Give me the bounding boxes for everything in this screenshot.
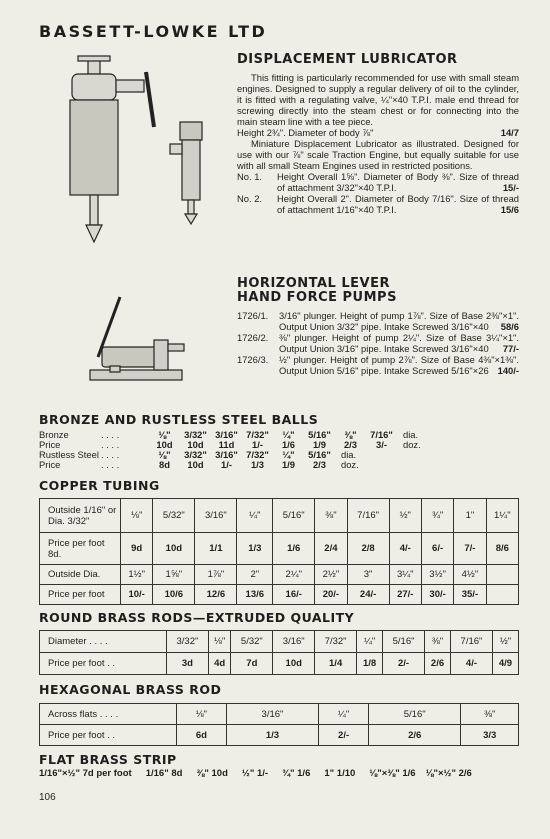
pumps-title-line2: HAND FORCE PUMPS — [237, 290, 397, 305]
copper-cell — [486, 585, 518, 605]
copper-cell: 9d — [121, 533, 153, 565]
round-cell: ⅛" — [208, 631, 231, 653]
hex-title: HEXAGONAL BRASS ROD — [39, 682, 222, 697]
flat-size: ⅛"×½" — [425, 768, 456, 779]
hex-row-label: Across flats . . . . — [40, 704, 177, 725]
copper-cell: 1/1 — [195, 533, 237, 565]
pump-item — [237, 310, 519, 332]
pump-illustration — [80, 292, 190, 392]
hex-cell: 2/6 — [368, 725, 461, 746]
round-cell: ½" — [492, 631, 518, 653]
round-cell: 1/4 — [315, 653, 357, 675]
lubricator-text — [237, 72, 519, 215]
pump-item — [237, 332, 519, 354]
balls-cell: 3/32" — [184, 449, 207, 460]
balls-cell: 1/- — [252, 439, 263, 450]
balls-unit: dia. — [341, 449, 357, 460]
flat-size: 1/16"×½" — [39, 768, 80, 779]
hex-cell: 6d — [177, 725, 227, 746]
hex-row-label: Price per foot . . — [40, 725, 177, 746]
copper-cell: 20/- — [315, 585, 347, 605]
item-desc: Height Overall 2". Diameter of Body 7/16". Size of thread of attachment 1/16"×40 T.P.I. — [277, 193, 519, 215]
balls-cell: 3/16" — [215, 449, 238, 460]
round-cell: 3d — [167, 653, 209, 675]
hex-row — [40, 725, 519, 746]
balls-cell: 5/16" — [308, 429, 331, 440]
copper-cell: 2¼" — [273, 565, 315, 585]
copper-cell: 3" — [347, 565, 389, 585]
flat-size: ½" — [241, 768, 255, 779]
round-cell: 2/6 — [425, 653, 451, 675]
flat-size: 1/16" — [145, 768, 169, 779]
round-cell: 7/32" — [315, 631, 357, 653]
hex-cell: 3/16" — [226, 704, 319, 725]
flat-title: FLAT BRASS STRIP — [39, 752, 177, 767]
flat-item — [146, 768, 183, 779]
round-cell: 4/- — [451, 653, 493, 675]
balls-cell: 1/9 — [281, 459, 296, 470]
round-cell: 3/16" — [273, 631, 315, 653]
round-row-label: Diameter . . . . — [40, 631, 167, 653]
item-desc: Height Overall 1⅝". Diameter of Body ⅜". Size of thread of attachment 3/32"×40 T.P.I. — [277, 171, 519, 193]
pumps-list — [237, 310, 519, 376]
item-number: No. 1. — [237, 171, 263, 182]
copper-row-label: Outside 1/16" or Dia. 3/32" — [40, 499, 121, 533]
copper-cell: 7/- — [454, 533, 486, 565]
balls-cell: ⅛" — [158, 429, 171, 440]
hex-cell: 1/3 — [226, 725, 319, 746]
pump-number: 1726/3. — [237, 354, 269, 365]
copper-cell: 7/16" — [347, 499, 389, 533]
copper-cell: 12/6 — [195, 585, 237, 605]
copper-cell — [486, 565, 518, 585]
round-cell: 10d — [273, 653, 315, 675]
hex-row — [40, 704, 519, 725]
copper-cell: 1⅞" — [195, 565, 237, 585]
balls-cell: 3/- — [376, 439, 387, 450]
lubricator-height-price: 14/7 — [500, 127, 519, 138]
pump-number: 1726/2. — [237, 332, 269, 343]
item-number: No. 2. — [237, 193, 263, 204]
lubricator-item — [237, 193, 519, 215]
copper-row-label: Price per foot 8d. — [40, 533, 121, 565]
balls-cell: 8d — [159, 459, 170, 470]
pump-desc: ⅜" plunger. Height of pump 2¼". Size of Base 3¼"×1". Output Union 3/16" pipe. Intake Screwed 3/16"×40 — [279, 332, 519, 354]
pumps-title-line1: HORIZONTAL LEVER — [237, 276, 390, 291]
copper-cell: 4/- — [389, 533, 421, 565]
flat-size: ⅛"×⅜" — [369, 768, 400, 779]
copper-cell: 1/3 — [237, 533, 273, 565]
balls-cell: 5/16" — [308, 449, 331, 460]
flat-size: ¾" — [282, 768, 295, 779]
balls-cell: 1/6 — [281, 439, 296, 450]
copper-row — [40, 499, 519, 533]
balls-row-label: Rustless Steel — [39, 449, 99, 460]
copper-cell: 1⅝" — [153, 565, 195, 585]
balls-cell: 1/- — [221, 459, 232, 470]
page-number: 106 — [39, 792, 56, 803]
copper-cell: 35/- — [454, 585, 486, 605]
flat-price: 8d — [171, 768, 183, 779]
flat-size: ⅜" — [196, 768, 209, 779]
lubricator-intro: This fitting is particularly recommended for use with small steam engines. Designed to supply a regular delivery of oil to the cylinder, it is fitted with a regulating valve, ¼"×40 T.P.I. male end thread for screwing directly into the steam chest or for connecting into the main steam line with a tee piece. — [237, 72, 519, 127]
copper-row — [40, 533, 519, 565]
copper-cell: 10d — [153, 533, 195, 565]
balls-cell: 1/3 — [250, 459, 265, 470]
copper-row-label: Outside Dia. — [40, 565, 121, 585]
round-cell: 7/16" — [451, 631, 493, 653]
flat-item — [242, 768, 268, 779]
pump-item — [237, 354, 519, 376]
flat-strip-list — [39, 768, 472, 779]
round-cell: 2/- — [383, 653, 425, 675]
copper-cell: 2" — [237, 565, 273, 585]
round-cell: 5/16" — [383, 631, 425, 653]
flat-price: 10d — [211, 768, 228, 779]
hex-cell: 2/- — [319, 725, 369, 746]
lubricator-item — [237, 171, 519, 193]
round-cell: 7d — [231, 653, 273, 675]
round-cell: 4/9 — [492, 653, 518, 675]
balls-cell: 10d — [187, 459, 204, 470]
copper-cell: 5/32" — [153, 499, 195, 533]
balls-cell: ¼" — [282, 429, 295, 440]
flat-price: 1/6 — [297, 768, 311, 779]
balls-cell: ⅜" — [344, 429, 357, 440]
balls-cell: 10d — [156, 439, 173, 450]
copper-cell: 1" — [454, 499, 486, 533]
balls-cell: ⅛" — [158, 449, 171, 460]
copper-cell: 10/6 — [153, 585, 195, 605]
round-row — [40, 631, 519, 653]
balls-cell: 11d — [218, 439, 235, 450]
round-row — [40, 653, 519, 675]
copper-cell: 16/- — [273, 585, 315, 605]
balls-cell: 10d — [187, 439, 204, 450]
copper-cell: ½" — [389, 499, 421, 533]
balls-cell: 3/16" — [215, 429, 238, 440]
copper-cell: 8/6 — [486, 533, 518, 565]
balls-cell: ¼" — [282, 449, 295, 460]
balls-table — [39, 430, 519, 470]
flat-item — [369, 768, 415, 779]
flat-item — [39, 768, 132, 779]
pump-price: 58/6 — [500, 321, 519, 332]
copper-title: COPPER TUBING — [39, 478, 160, 493]
copper-cell: ¾" — [421, 499, 453, 533]
pump-price: 140/- — [497, 365, 519, 376]
balls-cell: 2/3 — [312, 459, 327, 470]
round-table — [39, 630, 519, 675]
copper-cell: 10/- — [121, 585, 153, 605]
round-row-label: Price per foot . . — [40, 653, 167, 675]
item-price: 15/- — [502, 182, 519, 193]
copper-cell: 4½" — [454, 565, 486, 585]
pump-text — [279, 354, 519, 376]
copper-cell: 24/- — [347, 585, 389, 605]
round-title: ROUND BRASS RODS—EXTRUDED QUALITY — [39, 610, 355, 625]
copper-row — [40, 565, 519, 585]
copper-cell: 3¼" — [389, 565, 421, 585]
copper-cell: 5/16" — [273, 499, 315, 533]
round-cell: ⅜" — [425, 631, 451, 653]
flat-price: 1/- — [256, 768, 269, 779]
copper-cell: ¼" — [237, 499, 273, 533]
balls-cell: 7/32" — [246, 429, 269, 440]
lubricator-height-row — [237, 127, 519, 138]
hex-cell: ⅜" — [461, 704, 519, 725]
brand-heading: BASSETT-LOWKE LTD — [39, 22, 268, 41]
balls-cell: 2/3 — [343, 439, 358, 450]
copper-cell: ⅜" — [315, 499, 347, 533]
balls-cell: 3/32" — [184, 429, 207, 440]
copper-row-label: Price per foot — [40, 585, 121, 605]
balls-dots: . . . . — [101, 459, 120, 470]
copper-cell: ⅛" — [121, 499, 153, 533]
copper-cell: 1½" — [121, 565, 153, 585]
balls-dots: . . . . — [101, 449, 120, 460]
round-cell: 5/32" — [231, 631, 273, 653]
copper-cell: 3½" — [421, 565, 453, 585]
flat-item — [426, 768, 472, 779]
copper-cell: 13/6 — [237, 585, 273, 605]
hex-cell: ⅛" — [177, 704, 227, 725]
balls-title: BRONZE AND RUSTLESS STEEL BALLS — [39, 412, 319, 427]
balls-row-label: Bronze — [39, 429, 69, 440]
lubricator-miniature: Miniature Displacement Lubricator as illustrated. Designed for use with our ⅞" scale Traction Engine, but equally suitable for use with all small Steam Engines used in restricted positions. — [237, 138, 519, 171]
copper-row — [40, 585, 519, 605]
copper-cell: 3/16" — [195, 499, 237, 533]
copper-cell: 2/4 — [315, 533, 347, 565]
copper-cell: 6/- — [421, 533, 453, 565]
hex-cell: 5/16" — [368, 704, 461, 725]
copper-cell: 2/8 — [347, 533, 389, 565]
hex-cell: ¼" — [319, 704, 369, 725]
balls-unit: doz. — [341, 459, 359, 470]
copper-cell: 30/- — [421, 585, 453, 605]
hex-cell: 3/3 — [461, 725, 519, 746]
flat-price: 2/6 — [458, 768, 472, 779]
lubricator-title: DISPLACEMENT LUBRICATOR — [237, 52, 458, 67]
copper-cell: 2½" — [315, 565, 347, 585]
pump-desc: ½" plunger. Height of pump 2⅞". Size of Base 4⅜"×1⅜". Output Union 5/16" pipe. Intake Screwed 5/16"×26 — [279, 354, 519, 376]
hex-table — [39, 703, 519, 746]
flat-item — [196, 768, 227, 779]
lubricator-height: Height 2¾". Diameter of body ⅞" — [237, 127, 374, 138]
flat-item — [324, 768, 355, 779]
balls-dots: . . . . — [101, 439, 120, 450]
pump-text — [279, 332, 519, 354]
round-cell: ¼" — [357, 631, 383, 653]
flat-price: 1/10 — [336, 768, 356, 779]
round-cell: 1/8 — [357, 653, 383, 675]
balls-row-label: Price — [39, 459, 61, 470]
round-cell: 3/32" — [167, 631, 209, 653]
flat-price: 1/6 — [402, 768, 416, 779]
flat-price: 7d per foot — [82, 768, 132, 779]
item-price: 15/6 — [500, 204, 519, 215]
flat-item — [282, 768, 310, 779]
copper-cell: 27/- — [389, 585, 421, 605]
pump-desc: 3/16" plunger. Height of pump 1⅞". Size of Base 2⅜"×1". Output Union 3/32" pipe. Intake Screwed 3/16"×40 — [279, 310, 519, 332]
balls-row-label: Price — [39, 439, 61, 450]
copper-cell: 1¼" — [486, 499, 518, 533]
flat-size: 1" — [324, 768, 335, 779]
balls-cell: 7/32" — [246, 449, 269, 460]
balls-dots: . . . . — [101, 429, 120, 440]
pump-number: 1726/1. — [237, 310, 269, 321]
balls-cell: 7/16" — [370, 429, 393, 440]
item-text — [277, 171, 519, 193]
copper-cell: 1/6 — [273, 533, 315, 565]
pump-price: 77/- — [502, 343, 519, 354]
balls-cell: 1/9 — [312, 439, 327, 450]
lubricator-illustration — [50, 52, 220, 247]
copper-table — [39, 498, 519, 605]
balls-unit: dia. — [403, 429, 419, 440]
round-cell: 4d — [208, 653, 231, 675]
balls-row — [39, 460, 519, 470]
balls-unit: doz. — [403, 439, 421, 450]
pump-text — [279, 310, 519, 332]
item-text — [277, 193, 519, 215]
